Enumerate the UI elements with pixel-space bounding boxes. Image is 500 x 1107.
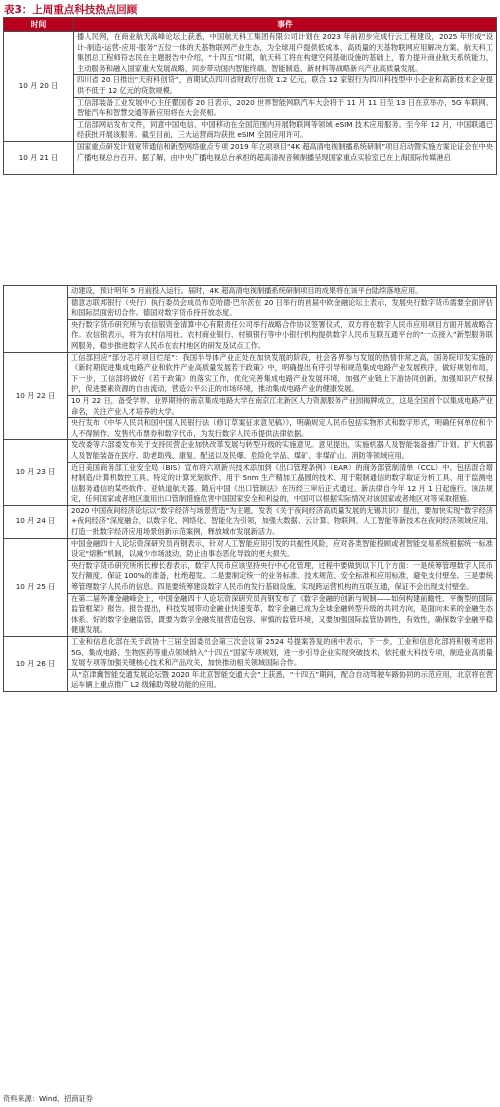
event-text-cell	[74, 119, 497, 141]
event-date: 10 月 26 日	[4, 637, 68, 692]
event-text: 2020 中国夜间经济论坛以“数字经济与场景营造”为主题，发表《关于夜间经济高质量发展的无锡共识》提出，要加快实现“数字经济+夜间经济”深度融合，以数字化、网络化、智能化为引领，加强大数据、云计算、物联网、人工智能等新技术在夜间经济领域应用，打造一批数字经济应用场景创新示范案例，释放城市发展新活力。	[71, 505, 493, 537]
event-text-cell	[68, 637, 497, 670]
event-text-cell	[74, 97, 497, 119]
table-row	[4, 119, 497, 141]
event-text-cell	[68, 352, 497, 395]
event-text: 央行数字货币研究所所长穆长春表示，数字人民币应该坚持央行中心化管理，过程中要做到以下几个方面：一是统筹管理数字人民币发行额度，保证 100%的准备，杜绝超发。二是要制定统一的业务标准、技术规范、安全标准和应用标准，避免支付壁垒。三是要统筹管理数字人民币的信息。四是要统筹建设数字人民币的发行基础设施，实现跨运营机构的互联互通，保证不会出现支付壁垒。	[71, 560, 493, 592]
table-row	[4, 75, 497, 97]
event-date: 10 月 22 日	[4, 352, 68, 440]
event-text: 近日美国商务部工业安全局（BIS）宣布将六项新兴技术添加到《出口管理条例》（EAR）的商务部管制清单（CCL）中。包括混合增材制造/计算机数控工具、特定的计算光刻软件、用于 5nm 生产精加工晶圆的技术、用于限制通信的数字取证分析工具、用于监测电信服务通信的某些软件、亚轨道航天器。随后中国《出口管制法》在历经三审后正式通过。新法律自今年 12 月 1 日起施行。该法规定，任何国家或者地区滥用出口管制措施危害中国国家安全和利益的，中国可以根据实际情况对该国家或者地区对等采取措施。	[71, 462, 493, 504]
table-row	[4, 286, 497, 298]
table-row	[4, 440, 497, 462]
table-row	[4, 297, 497, 319]
event-text-cell	[68, 395, 497, 417]
event-date: 10 月 25 日	[4, 538, 68, 636]
event-text: 工信部回应“部分芯片项目烂尾”：我国半导体产业正处在加快发展的阶段，社会各界参与发展的热情非常之高，国务院印发实施的《新时期促进集成电路产业和软件产业高质量发展若干政策》中，明确提出有序引导和规范集成电路产业发展秩序，做好规划布局，下一步，工信部将做好《若干政策》的落实工作，优化完善集成电路产业发展环境，加强产业链上下游协同创新，加强知识产权保护，促进要素资源的自由流动，营造公平公正的市场环境，推动集成电路产业的健康发展。	[71, 352, 493, 394]
table-row	[4, 97, 497, 119]
hotspot-table-part-1	[3, 17, 497, 175]
table-row	[4, 560, 497, 593]
event-text-cell	[68, 297, 497, 319]
event-text-cell	[68, 505, 497, 538]
event-text-cell	[68, 593, 497, 636]
event-date: 10 月 20 日	[4, 32, 74, 142]
table-row	[4, 32, 497, 75]
event-text: 10 月 22 日，备受学界、业界期待的南京集成电路大学在南京江北新区人力资源服务产业园揭牌成立，这是全国首个以集成电路产业命名，关注产业人才培养的大学。	[71, 395, 493, 416]
hotspot-table-part-2	[3, 285, 497, 692]
header-time: 时间	[4, 18, 74, 32]
table-row	[4, 418, 497, 440]
event-date: 10 月 23 日	[4, 440, 68, 506]
table-header-row	[4, 18, 497, 32]
event-text: 四川省 20 日推出“天府科创贷”，首期试点四川省财政厅出资 1.2 亿元，联合 12 家银行为四川科技型中小企业和高新技术企业提供不低于 12 亿元的贷款规模。	[77, 75, 493, 95]
event-text: 央行发布《中华人民共和国中国人民银行法（修订草案征求意见稿）》，明确规定人民币包括实物形式和数字形式，明确任何单位和个人不得制作、发售代币票券和数字代币，为发行数字人民币提供法律依据。	[71, 418, 493, 438]
table-body-part-1	[4, 32, 497, 175]
event-text: 动建设，预计明年 5 月前投入运行。届时，4K 超高清电视制播系统研制项目的成果将在该平台陆续落地应用。	[71, 286, 423, 295]
table-title: 表3：上周重点科技热点回顾	[4, 4, 138, 16]
event-text: 央行数字货币研究所与农信银资金清算中心有限责任公司举行战略合作协议签署仪式，双方将在数字人民币应用项目方面开展战略合作。农信银表示，将为农村信用社、农村商业银行、村镇银行等中小银行机构提供数字人民币互联互通平台的“一点接入”新型服务联网服务，稳步推进数字人民币在农村地区的研发及试点工作。	[71, 319, 493, 350]
table-body-part-2	[4, 286, 497, 692]
event-text-cell	[68, 669, 497, 691]
event-text: 德意志联邦银行（央行）执行委员会成员布克哈德·巴尔茨在 20 日举行的首届中欧金融论坛上表示，发展央行数字货币需要全面评估和国际层面密切合作。德国对数字货币持开放态度。	[71, 297, 493, 318]
event-text: 工信部装备工业发展中心主任瞿国春 20 日表示，2020 世界智能网联汽车大会将于 11 月 11 日至 13 日在京举办，5G 车联网、智能汽车和智慧交通等新应用将在大会亮相。	[77, 97, 493, 118]
event-text-cell	[68, 440, 497, 462]
event-text: 国家重点研发计划宽带通信和新型网络重点专项 2019 年立项项目“4K 超高清电视制播系统研制”项目启动暨实施方案论证会在中央广播电视总台召开。据了解，由中央广播电视总台承担的超高清视音频制播呈现国家重点实验室已在上海国际传媒港启	[77, 141, 493, 162]
header-event: 事件	[74, 18, 497, 32]
event-text-cell	[68, 560, 497, 593]
event-text: 在第二届外滩金融峰会上，中国金融四十人论坛资深研究员肖钢发布了《数字金融的创新与规制——如何构建前瞻性、平衡型的国际监管框架》报告。报告提出，科技发展带动金融业快速变革，数字金融已成为全球金融转型升级的共同方向，是面向未来的金融生态体系。好的数字金融监管，既要为数字金融发展营造包容、审慎的监管环境，又要加强国际监管协调性，有效性，确保数字金融平稳健康发展。	[71, 593, 493, 635]
event-text: 播人民网，在商业航天高峰论坛上获悉，中国航天科工集团有限公司计划在 2023 年前初步完成行云工程建设，2025 年形成“设计-制造-运营-应用-服务”五位一体的天基物联网产业生态，为全球用户提供低成本、高质量的天基物联网应用解决方案。航天科工集团总工程师符志民在主题报告中介绍，“十四五”时期，航天科工将在构建空间基础设施的基础上，着力提升商业航天系统能力，主动服务和融入国家重大发展战略，同步带动国内智能终端、智能制造、新材料等战略新兴产业高质量发展。	[77, 32, 493, 73]
table-row	[4, 505, 497, 538]
event-date: 10 月 24 日	[4, 505, 68, 538]
table-row	[4, 462, 497, 505]
source-note: 资料来源：Wind、招商证券	[3, 1094, 93, 1103]
table-row	[4, 669, 497, 691]
event-text-cell	[68, 286, 497, 298]
event-text: 中国金融四十人论坛资深研究员肖钢表示，针对人工智能应用引发的共振性风险，应对各类智能投顾或者智能交易系统根据统一标准设定“熔断”机制，以减少市场波动，防止由事态恶化导致的更大损失。	[71, 538, 493, 559]
table-row	[4, 593, 497, 636]
table-row	[4, 395, 497, 417]
event-text: 工业和信息化部在关于政协十三届全国委员会第三次会议第 2524 号提案答复的函中表示，下一步，工业和信息化部将积极考虑将 5G、集成电路、生物医药等重点领域纳入“十四五”国家专项规划，进一步引导企业实现突破技术，依托重大科技专项，制造业高质量发展专项等加强关键核心技术和产品攻关，加快推动相关领域国际合作。	[71, 637, 493, 668]
table-row	[4, 141, 497, 174]
table-row	[4, 637, 497, 670]
event-text-cell	[74, 141, 497, 174]
event-date: 10 月 21 日	[4, 141, 74, 174]
event-text: 从“京津冀智能交通发展论坛暨 2020 年北京智能交通大会”上获悉，“十四五”期间，配合自动驾驶车路协同的示范应用，北京将在营运车辆上重点推广 L2 级辅助驾驶功能的应用。	[71, 669, 493, 690]
event-text-cell	[68, 319, 497, 352]
event-text-cell	[74, 75, 497, 97]
event-text-cell	[68, 538, 497, 560]
table-row	[4, 538, 497, 560]
event-text: 工信部网站发布文件，同意中国电信、中国移动在全国范围内开展物联网等领域 eSIM 技术应用服务。至今年 12 月，中国联通已经获批开展该服务。截至目前，三大运营商均获批 eSIM 全国应用许可。	[77, 119, 493, 140]
event-text-cell	[68, 462, 497, 505]
event-text-cell	[68, 418, 497, 440]
table-row	[4, 319, 497, 352]
event-text-cell	[74, 32, 497, 75]
table-row	[4, 352, 497, 395]
event-date	[4, 286, 68, 353]
event-text: 发改委等六部委发布关于支持民营企业加快改革发展与转型升级的实施意见。意见提出，实施机器人及智能装备推广计划。扩大机器人及智能装备在医疗、助老助残、康复、配送以及民爆、危险化学品、煤矿、非煤矿山、消防等领域应用。	[71, 440, 493, 460]
